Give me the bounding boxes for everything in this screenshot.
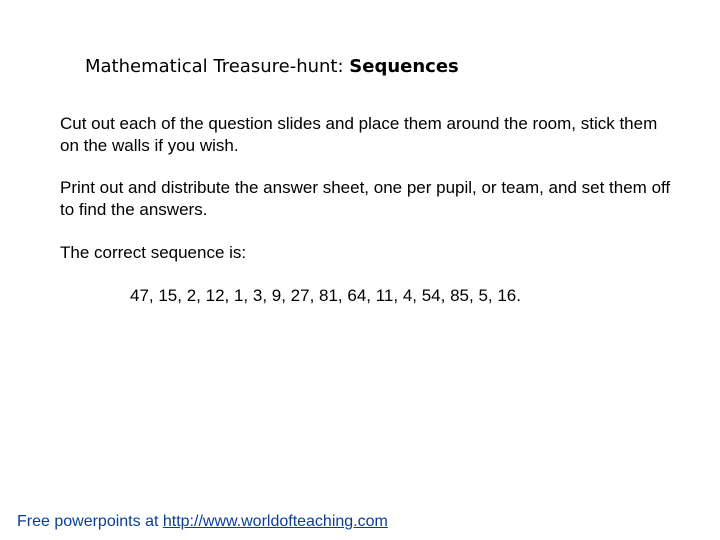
- title-prefix: Mathematical Treasure-hunt:: [85, 56, 350, 77]
- footer-text: Free powerpoints at: [17, 513, 163, 530]
- instruction-cut-out: Cut out each of the question slides and place them around the room, stick them on the walls if you wish.: [60, 114, 658, 155]
- correct-sequence: 47, 15, 2, 12, 1, 3, 9, 27, 81, 64, 11, 4, 54, 85, 5, 16.: [130, 286, 521, 305]
- footer: [17, 512, 388, 532]
- sequence-heading: The correct sequence is:: [60, 243, 247, 262]
- footer-link[interactable]: http://www.worldofteaching.com: [162, 513, 388, 530]
- slide-title: [85, 54, 459, 80]
- title-topic: Sequences: [349, 56, 459, 77]
- instruction-distribute: Print out and distribute the answer sheet, one per pupil, or team, and set them off to find the answers.: [60, 178, 671, 219]
